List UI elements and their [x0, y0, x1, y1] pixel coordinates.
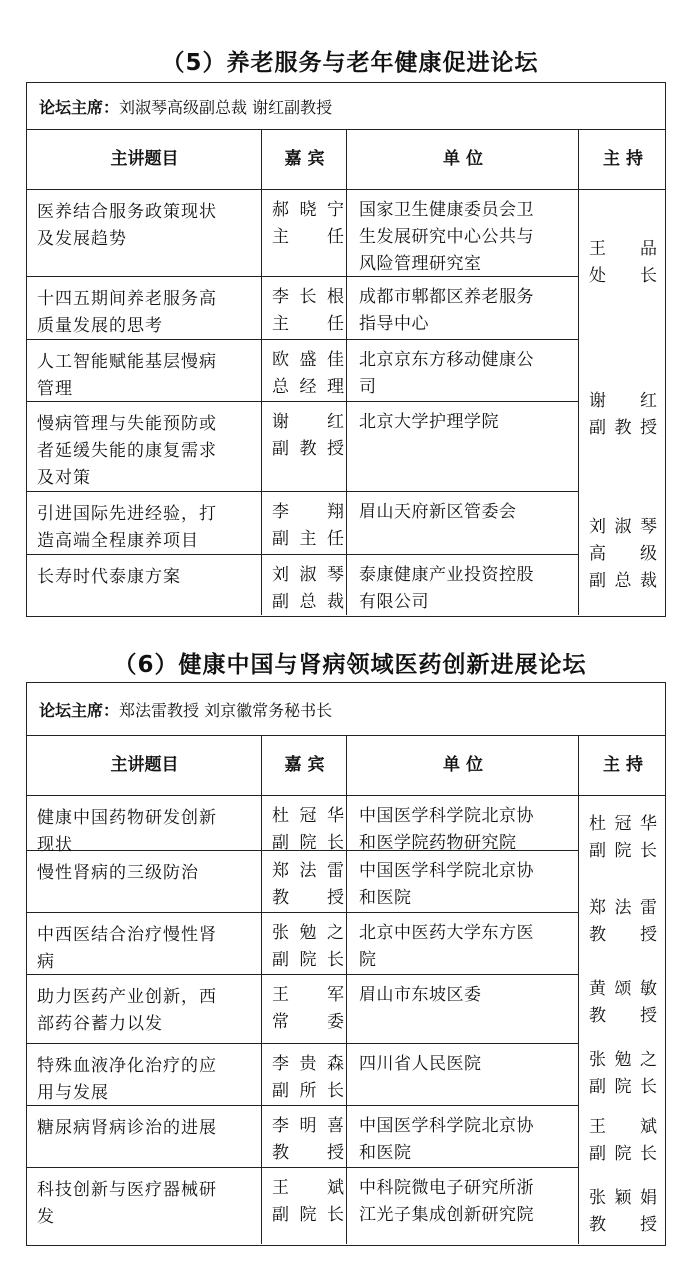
- chair-names: 郑法雷教授 刘京徽常务秘书长: [119, 700, 333, 720]
- host-cell: [579, 186, 667, 339]
- host-cell: [579, 1105, 667, 1177]
- guest-cell: [262, 401, 348, 463]
- guest-line: 主 任: [272, 227, 344, 247]
- unit-cell: [347, 795, 579, 857]
- unit-line: 北京京东方移动健康公: [359, 350, 534, 370]
- host-line: 副教授: [589, 418, 657, 438]
- host-line: 教 授: [589, 925, 657, 945]
- topic-line: 及发展趋势: [37, 229, 127, 249]
- unit-cell: [347, 401, 579, 436]
- unit-line: 指导中心: [359, 314, 429, 334]
- guest-line: 副所长: [272, 1081, 344, 1101]
- topic-line: 者延缓失能的康复需求: [37, 441, 217, 461]
- topic-cell: [27, 974, 262, 1038]
- guest-line: 副总裁: [272, 592, 344, 612]
- topic-line: 病: [37, 952, 55, 972]
- chair-names: 刘淑琴高级副总裁 谢红副教授: [119, 97, 333, 117]
- guest-line: 谢 红: [272, 412, 344, 432]
- forum-chair-row: [27, 683, 665, 736]
- unit-line: 中国医学科学院北京协: [359, 1116, 534, 1136]
- host-line: 谢 红: [589, 391, 657, 411]
- unit-line: 生发展研究中心公共与: [359, 227, 534, 247]
- host-line: 王 斌: [589, 1117, 657, 1137]
- forum-chair-row: [27, 83, 665, 130]
- unit-line: 风险管理研究室: [359, 254, 482, 274]
- host-line: 王 品: [589, 238, 657, 259]
- unit-line: 泰康健康产业投资控股: [359, 565, 534, 585]
- unit-line: 北京中医药大学东方医: [359, 923, 534, 943]
- topic-cell: [27, 401, 262, 492]
- topic-line: 及对策: [37, 468, 91, 488]
- guest-cell: [262, 912, 348, 974]
- guest-line: 教 授: [272, 888, 344, 908]
- guest-line: 李明喜: [272, 1116, 344, 1136]
- forum-5-table: [26, 82, 666, 617]
- topic-line: 质量发展的思考: [37, 316, 163, 336]
- guest-cell: [262, 1167, 348, 1229]
- column-header: 单 位: [443, 755, 483, 775]
- guest-line: 张勉之: [272, 923, 344, 943]
- column-header: 主讲题目: [110, 755, 179, 775]
- host-line: 黄颂敏: [589, 979, 657, 999]
- forum-6-title: （6）健康中国与肾病领域医药创新进展论坛: [113, 652, 587, 678]
- guest-cell: [262, 554, 348, 616]
- column-header: 嘉 宾: [284, 149, 325, 169]
- chair-label: 论坛主席：: [39, 97, 120, 117]
- unit-cell: [347, 1105, 579, 1167]
- unit-line: 成都市郫都区养老服务: [359, 287, 534, 307]
- unit-line: 有限公司: [359, 592, 429, 612]
- topic-line: 发: [37, 1207, 55, 1227]
- unit-cell: [347, 912, 579, 974]
- topic-line: 助力医药产业创新，西: [37, 987, 217, 1007]
- host-cell: [579, 1043, 667, 1105]
- topic-line: 糖尿病肾病诊治的进展: [37, 1118, 217, 1138]
- guest-cell: [262, 850, 348, 912]
- topic-cell: [27, 554, 262, 591]
- topic-cell: [27, 850, 262, 887]
- host-cell: [579, 339, 667, 491]
- unit-line: 和医院: [359, 888, 412, 908]
- topic-line: 十四五期间养老服务高: [37, 289, 217, 309]
- guest-cell: [262, 189, 348, 251]
- host-line: 教 授: [589, 1215, 657, 1235]
- unit-line: 司: [359, 377, 377, 397]
- topic-line: 中西医结合治疗慢性肾: [37, 925, 217, 945]
- guest-line: 主 任: [272, 314, 344, 334]
- guest-cell: [262, 795, 348, 857]
- guest-line: 副主任: [272, 529, 344, 549]
- guest-cell: [262, 491, 348, 553]
- host-line: 张颖娟: [589, 1188, 657, 1208]
- guest-line: 杜冠华: [272, 806, 344, 826]
- forum-5-title: （5）养老服务与老年健康促进论坛: [161, 50, 539, 76]
- guest-cell: [262, 339, 348, 401]
- topic-line: 特殊血液净化治疗的应: [37, 1056, 217, 1076]
- host-line: 张勉之: [589, 1050, 657, 1070]
- unit-line: 和医学院药物研究院: [359, 833, 517, 853]
- unit-line: 中国医学科学院北京协: [359, 806, 534, 826]
- column-header: 嘉 宾: [284, 755, 325, 775]
- host-line: 教 授: [589, 1006, 657, 1026]
- column-header: 单 位: [443, 149, 483, 169]
- topic-line: 健康中国药物研发创新: [37, 808, 217, 828]
- topic-cell: [27, 189, 262, 253]
- unit-cell: [347, 276, 579, 338]
- unit-line: 四川省人民医院: [359, 1054, 482, 1074]
- unit-line: 国家卫生健康委员会卫: [359, 200, 534, 220]
- host-cell: [579, 491, 667, 618]
- guest-line: 郑法雷: [272, 861, 344, 881]
- unit-cell: [347, 491, 579, 526]
- host-cell: [579, 963, 667, 1043]
- topic-cell: [27, 1105, 262, 1142]
- host-line: 副院长: [589, 1144, 657, 1164]
- guest-cell: [262, 974, 348, 1036]
- guest-line: 李 翔: [272, 502, 344, 522]
- topic-line: 科技创新与医疗器械研: [37, 1180, 217, 1200]
- unit-cell: [347, 554, 579, 616]
- host-line: 郑法雷: [589, 898, 657, 918]
- topic-cell: [27, 339, 262, 403]
- guest-cell: [262, 1105, 348, 1167]
- guest-cell: [262, 1043, 348, 1105]
- guest-line: 总经理: [272, 377, 344, 397]
- topic-cell: [27, 1167, 262, 1231]
- guest-line: 欧盛佳: [272, 350, 344, 370]
- unit-line: 院: [359, 950, 377, 970]
- forum-6-table: [26, 682, 666, 1246]
- guest-line: 王 军: [272, 985, 344, 1005]
- topic-line: 医养结合服务政策现状: [37, 202, 217, 222]
- guest-line: 郝晓宁: [272, 200, 344, 220]
- unit-cell: [347, 1043, 579, 1078]
- column-header: 主 持: [603, 149, 643, 169]
- guest-line: 副教授: [272, 439, 344, 459]
- topic-line: 长寿时代泰康方案: [37, 567, 181, 587]
- column-header: 主 持: [603, 755, 643, 775]
- guest-line: 李长根: [272, 287, 344, 307]
- guest-line: 副院长: [272, 833, 344, 853]
- unit-line: 北京大学护理学院: [359, 412, 499, 432]
- topic-line: 用与发展: [37, 1083, 109, 1103]
- topic-line: 慢病管理与失能预防或: [37, 414, 217, 434]
- unit-line: 眉山天府新区管委会: [359, 502, 517, 522]
- unit-cell: [347, 850, 579, 912]
- unit-cell: [347, 339, 579, 401]
- topic-cell: [27, 1043, 262, 1107]
- unit-line: 中科院微电子研究所浙: [359, 1178, 534, 1198]
- host-line: 副院长: [589, 1077, 657, 1097]
- guest-line: 教 授: [272, 1143, 344, 1163]
- topic-line: 引进国际先进经验，打: [37, 504, 217, 524]
- host-line: 副总裁: [589, 571, 657, 591]
- unit-line: 江光子集成创新研究院: [359, 1205, 534, 1225]
- topic-cell: [27, 491, 262, 555]
- unit-line: 眉山市东坡区委: [359, 985, 482, 1005]
- topic-cell: [27, 912, 262, 976]
- host-line: 刘淑琴: [589, 517, 657, 537]
- host-cell: [579, 795, 667, 881]
- guest-cell: [262, 276, 348, 338]
- topic-line: 管理: [37, 379, 73, 399]
- host-line: 处 长: [589, 265, 657, 286]
- topic-line: 慢性肾病的三级防治: [37, 863, 199, 883]
- host-cell: [579, 881, 667, 963]
- host-line: 副院长: [589, 841, 657, 861]
- topic-line: 人工智能赋能基层慢病: [37, 352, 217, 372]
- unit-line: 和医院: [359, 1143, 412, 1163]
- guest-line: 副院长: [272, 1205, 344, 1225]
- topic-line: 造高端全程康养项目: [37, 531, 199, 551]
- column-header: 主讲题目: [110, 149, 179, 169]
- unit-cell: [347, 974, 579, 1009]
- guest-line: 常 委: [272, 1012, 344, 1032]
- topic-line: 现状: [37, 835, 73, 855]
- guest-line: 李贵森: [272, 1054, 344, 1074]
- chair-label: 论坛主席：: [39, 700, 120, 720]
- guest-line: 王 斌: [272, 1178, 344, 1198]
- host-line: 高 级: [589, 544, 657, 564]
- host-cell: [579, 1177, 667, 1247]
- guest-line: 副院长: [272, 950, 344, 970]
- unit-cell: [347, 189, 579, 278]
- guest-line: 刘淑琴: [272, 565, 344, 585]
- topic-line: 部药谷蓄力以发: [37, 1014, 163, 1034]
- unit-cell: [347, 1167, 579, 1229]
- host-line: 杜冠华: [589, 814, 657, 834]
- unit-line: 中国医学科学院北京协: [359, 861, 534, 881]
- topic-cell: [27, 276, 262, 340]
